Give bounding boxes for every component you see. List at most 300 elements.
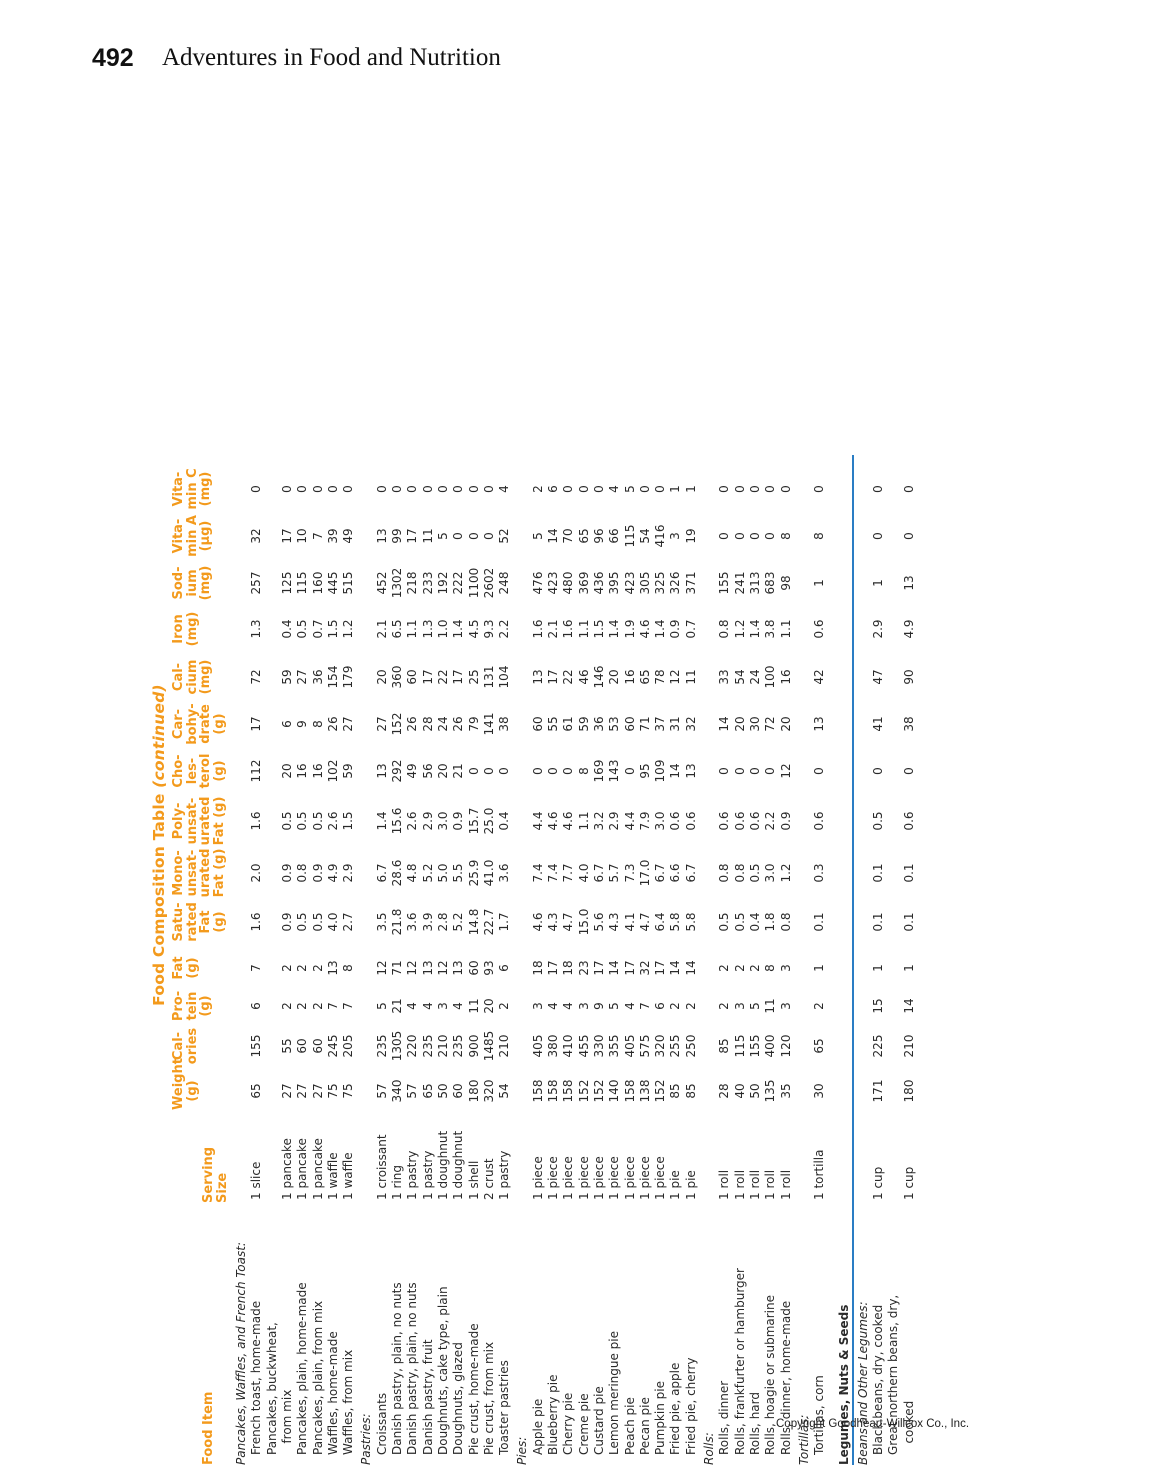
nutrient-value: 423 <box>622 571 637 595</box>
nutrient-value: 4 <box>420 1002 435 1010</box>
nutrient-value: 0 <box>390 485 404 493</box>
column-header: Food Item <box>201 1391 216 1465</box>
nutrient-value: 21.8 <box>390 908 404 936</box>
nutrient-value: 1.8 <box>763 912 778 932</box>
nutrient-value: 1.5 <box>591 619 606 639</box>
nutrient-value: 96 <box>591 528 606 544</box>
nutrient-value: 16 <box>310 763 325 779</box>
nutrient-value: 171 <box>871 1079 885 1103</box>
nutrient-value: 22 <box>561 669 576 685</box>
nutrient-value: 248 <box>497 571 512 595</box>
nutrient-value: 146 <box>591 665 606 689</box>
column-header: Vita- min A (µg) <box>171 515 213 557</box>
serving-size: 1 piece <box>591 1156 606 1200</box>
table-row <box>733 225 747 1465</box>
nutrient-value: 158 <box>530 1079 545 1103</box>
food-item-name: Rolls, hoagie or submarine <box>763 1294 778 1455</box>
nutrient-value: 0.1 <box>901 863 916 883</box>
table-row <box>779 225 793 1465</box>
nutrient-value: 1.3 <box>420 619 435 639</box>
nutrient-value: 39 <box>325 528 340 544</box>
nutrient-value: 24 <box>747 669 762 685</box>
nutrient-value: 4 <box>622 1002 637 1010</box>
nutrient-value: 72 <box>249 669 264 685</box>
nutrient-value: 326 <box>668 571 683 595</box>
nutrient-value: 8 <box>576 767 591 775</box>
nutrient-value: 355 <box>607 1034 622 1058</box>
serving-size: 2 crust <box>481 1158 496 1200</box>
food-item-name: Apple pie <box>530 1398 545 1455</box>
nutrient-value: 21 <box>451 763 466 779</box>
nutrient-value: 65 <box>637 669 652 685</box>
nutrient-value: 66 <box>607 528 622 544</box>
nutrient-value: 8 <box>310 720 325 728</box>
nutrient-value: 292 <box>390 759 404 783</box>
nutrient-value: 220 <box>405 1034 420 1058</box>
nutrient-value: 4.6 <box>546 811 560 831</box>
nutrient-value: 1485 <box>481 1030 496 1062</box>
nutrient-value: 325 <box>653 571 668 595</box>
table-row <box>295 225 309 1465</box>
nutrient-value: 1.4 <box>374 811 389 831</box>
nutrient-value: 13 <box>374 528 389 544</box>
nutrient-value: 9 <box>295 720 310 728</box>
nutrient-value: 3.6 <box>497 863 512 883</box>
nutrient-value: 0.3 <box>812 863 827 883</box>
nutrient-value: 192 <box>435 571 450 595</box>
serving-size: 1 pie <box>668 1170 683 1200</box>
nutrient-value: 4.0 <box>325 912 340 932</box>
nutrient-value: 14 <box>683 960 698 976</box>
nutrient-value: 12 <box>405 960 420 976</box>
nutrient-value: 30 <box>812 1083 827 1099</box>
nutrient-value: 152 <box>591 1079 606 1103</box>
nutrient-value: 16 <box>778 669 793 685</box>
food-item-name: Creme pie <box>576 1393 591 1455</box>
nutrient-value: 13 <box>420 960 435 976</box>
column-header: Car- bohy- drate (g) <box>171 703 227 745</box>
nutrient-value: 0.5 <box>871 811 885 831</box>
serving-size: 1 piece <box>622 1156 637 1200</box>
column-header: Vita- min C (mg) <box>171 468 213 510</box>
nutrient-value: 4.0 <box>576 863 591 883</box>
nutrient-value: 4.3 <box>607 912 622 932</box>
column-header: Mono- unsat- urated Fat (g) <box>171 848 227 898</box>
nutrient-value: 59 <box>279 669 294 685</box>
nutrient-value: 13 <box>325 960 340 976</box>
nutrient-value: 6.5 <box>390 619 404 639</box>
nutrient-value: 0 <box>901 485 916 493</box>
nutrient-value: 0.6 <box>747 811 762 831</box>
nutrient-value: 1 <box>871 964 885 972</box>
food-item-name: Pies: <box>515 1436 530 1465</box>
nutrient-value: 1.4 <box>451 619 466 639</box>
nutrient-value: 1.7 <box>497 912 512 932</box>
book-title: Adventures in Food and Nutrition <box>162 44 501 71</box>
nutrient-value: 2.9 <box>607 811 622 831</box>
nutrient-value: 27 <box>341 716 356 732</box>
nutrient-value: 225 <box>871 1034 885 1058</box>
nutrient-value: 233 <box>420 571 435 595</box>
nutrient-value: 2.6 <box>325 811 340 831</box>
nutrient-value: 14 <box>546 528 560 544</box>
nutrient-value: 0.5 <box>295 811 310 831</box>
nutrient-value: 0 <box>871 767 885 775</box>
category-row <box>515 225 529 1465</box>
nutrient-value: 17 <box>622 960 637 976</box>
nutrient-value: 1.6 <box>249 912 264 932</box>
nutrient-value: 405 <box>622 1034 637 1058</box>
nutrient-value: 4.6 <box>530 912 545 932</box>
nutrient-value: 2602 <box>481 567 496 599</box>
food-item-name: Custard pie <box>591 1386 606 1455</box>
nutrient-value: 5.7 <box>607 863 622 883</box>
column-header: Sod- ium (mg) <box>171 565 213 601</box>
table-row <box>265 225 279 1465</box>
nutrient-value: 5 <box>747 1002 762 1010</box>
nutrient-value: 135 <box>763 1079 778 1103</box>
nutrient-value: 410 <box>561 1034 576 1058</box>
nutrient-value: 60 <box>622 716 637 732</box>
nutrient-value: 2.9 <box>341 863 356 883</box>
nutrient-value: 0 <box>481 485 496 493</box>
food-item-name: cooked <box>901 1400 916 1455</box>
nutrient-value: 158 <box>561 1079 576 1103</box>
nutrient-value: 3.0 <box>763 863 778 883</box>
nutrient-value: 102 <box>325 759 340 783</box>
nutrient-value: 11 <box>683 669 698 685</box>
food-item-name: Pancakes, buckwheat, <box>264 1322 279 1455</box>
table-row <box>311 225 325 1465</box>
nutrient-value: 0.5 <box>279 811 294 831</box>
nutrient-value: 0 <box>717 767 732 775</box>
nutrient-value: 7 <box>325 1002 340 1010</box>
table-row <box>390 225 404 1465</box>
nutrient-value: 0 <box>279 485 294 493</box>
nutrient-value: 5.6 <box>591 912 606 932</box>
nutrient-value: 9 <box>591 1002 606 1010</box>
food-item-name: Rolls: <box>702 1432 716 1465</box>
serving-size: 1 croissant <box>374 1134 389 1200</box>
nutrient-value: 4 <box>405 1002 420 1010</box>
nutrient-value: 22.7 <box>481 908 496 936</box>
nutrient-value: 15 <box>871 998 885 1014</box>
nutrient-value: 0 <box>591 485 606 493</box>
food-item-name: Danish pastry, plain, no nuts <box>405 1282 420 1455</box>
nutrient-value: 60 <box>310 1038 325 1054</box>
nutrient-value: 52 <box>497 528 512 544</box>
table-row <box>375 225 389 1465</box>
nutrient-value: 41 <box>871 716 885 732</box>
nutrient-value: 0.4 <box>747 912 762 932</box>
nutrient-value: 13 <box>530 669 545 685</box>
table-row <box>653 225 667 1465</box>
nutrient-value: 320 <box>481 1079 496 1103</box>
serving-size: 1 pie <box>683 1170 698 1200</box>
nutrient-value: 100 <box>763 665 778 689</box>
nutrient-value: 6 <box>653 1002 668 1010</box>
nutrient-value: 120 <box>778 1034 793 1058</box>
nutrient-value: 32 <box>637 960 652 976</box>
nutrient-value: 4.9 <box>901 619 916 639</box>
nutrient-value: 5.5 <box>451 863 466 883</box>
nutrient-value: 112 <box>249 759 264 783</box>
nutrient-value: 19 <box>683 528 698 544</box>
nutrient-value: 7.4 <box>530 863 545 883</box>
table-row <box>748 225 762 1465</box>
nutrient-value: 65 <box>576 528 591 544</box>
nutrient-value: 4.5 <box>466 619 481 639</box>
food-item-name: Pie crust, from mix <box>481 1341 496 1455</box>
nutrient-value: 0.5 <box>295 912 310 932</box>
nutrient-value: 7 <box>310 532 325 540</box>
nutrient-value: 169 <box>591 759 606 783</box>
nutrient-value: 15.0 <box>576 908 591 936</box>
nutrient-value: 0.6 <box>732 811 747 831</box>
nutrient-value: 17 <box>591 960 606 976</box>
nutrient-value: 3 <box>732 1002 747 1010</box>
table-row <box>249 225 263 1465</box>
nutrient-value: 0.9 <box>778 811 793 831</box>
nutrient-value: 1 <box>668 485 683 493</box>
nutrient-value: 2.8 <box>435 912 450 932</box>
nutrient-value: 4 <box>607 485 622 493</box>
nutrient-value: 28.6 <box>390 859 404 887</box>
nutrient-value: 0 <box>466 767 481 775</box>
nutrient-value: 18 <box>561 960 576 976</box>
table-row <box>497 225 511 1465</box>
food-item-name: Pecan pie <box>637 1397 652 1455</box>
nutrient-value: 4.3 <box>546 912 560 932</box>
category-row <box>702 225 716 1465</box>
nutrient-value: 24 <box>435 716 450 732</box>
nutrient-value: 3.0 <box>653 811 668 831</box>
table-row <box>451 225 465 1465</box>
nutrient-value: 41.0 <box>481 859 496 887</box>
nutrient-value: 0 <box>451 532 466 540</box>
nutrient-value: 7.7 <box>561 863 576 883</box>
nutrient-value: 115 <box>622 524 637 548</box>
column-header: Iron (mg) <box>171 611 200 647</box>
nutrient-value: 1.2 <box>341 619 356 639</box>
nutrient-value: 14 <box>901 998 916 1014</box>
nutrient-value: 5 <box>435 532 450 540</box>
nutrient-value: 2 <box>668 1002 683 1010</box>
food-composition-table <box>150 225 916 1465</box>
section-row <box>837 225 851 1465</box>
nutrient-value: 13 <box>901 575 916 591</box>
column-header: Pro- tein (g) <box>171 990 213 1022</box>
nutrient-value: 0 <box>901 532 916 540</box>
nutrient-value: 0 <box>497 767 512 775</box>
nutrient-value: 575 <box>637 1034 652 1058</box>
nutrient-value: 3.8 <box>763 619 778 639</box>
table-row <box>684 225 698 1465</box>
nutrient-value: 65 <box>812 1038 827 1054</box>
nutrient-value: 3.2 <box>591 811 606 831</box>
nutrient-value: 0.6 <box>668 811 683 831</box>
nutrient-value: 0.9 <box>279 912 294 932</box>
nutrient-value: 61 <box>561 716 576 732</box>
food-item-name: Pancakes, plain, home-made <box>295 1282 310 1455</box>
nutrient-value: 235 <box>420 1034 435 1058</box>
column-header: Weight (g) <box>171 1058 200 1110</box>
nutrient-value: 60 <box>451 1083 466 1099</box>
serving-size: 1 piece <box>653 1156 668 1200</box>
nutrient-value: 152 <box>390 712 404 736</box>
nutrient-value: 8 <box>341 964 356 972</box>
nutrient-value: 20 <box>732 716 747 732</box>
nutrient-value: 27 <box>374 716 389 732</box>
nutrient-value: 0 <box>310 485 325 493</box>
nutrient-value: 17 <box>420 669 435 685</box>
nutrient-value: 32 <box>249 528 264 544</box>
nutrient-value: 360 <box>390 665 404 689</box>
nutrient-value: 28 <box>420 716 435 732</box>
category-row <box>797 225 811 1465</box>
nutrient-value: 0 <box>622 767 637 775</box>
nutrient-value: 4.7 <box>561 912 576 932</box>
nutrient-value: 60 <box>295 1038 310 1054</box>
nutrient-value: 210 <box>901 1034 916 1058</box>
table-row <box>886 225 900 1465</box>
nutrient-value: 380 <box>546 1034 560 1058</box>
serving-size: 1 pastry <box>420 1150 435 1200</box>
nutrient-value: 2 <box>530 485 545 493</box>
nutrient-value: 1 <box>812 964 827 972</box>
nutrient-value: 0 <box>747 485 762 493</box>
nutrient-value: 6 <box>497 964 512 972</box>
nutrient-value: 20 <box>481 998 496 1014</box>
nutrient-value: 0 <box>295 485 310 493</box>
nutrient-value: 27 <box>310 1083 325 1099</box>
nutrient-value: 2 <box>310 964 325 972</box>
table-row <box>638 225 652 1465</box>
serving-size: 1 piece <box>546 1156 560 1200</box>
nutrient-value: 0.4 <box>279 619 294 639</box>
table-row <box>341 225 355 1465</box>
nutrient-value: 36 <box>591 716 606 732</box>
nutrient-value: 1.2 <box>778 863 793 883</box>
nutrient-value: 13 <box>374 763 389 779</box>
nutrient-value: 4 <box>497 485 512 493</box>
table-title <box>150 225 168 1465</box>
nutrient-value: 59 <box>341 763 356 779</box>
nutrient-value: 17 <box>405 528 420 544</box>
nutrient-value: 340 <box>390 1079 404 1103</box>
nutrient-value: 7 <box>341 1002 356 1010</box>
nutrient-value: 2 <box>812 1002 827 1010</box>
nutrient-value: 20 <box>607 669 622 685</box>
nutrient-value: 49 <box>341 528 356 544</box>
nutrient-value: 38 <box>497 716 512 732</box>
nutrient-value: 20 <box>435 763 450 779</box>
nutrient-value: 3 <box>778 964 793 972</box>
serving-size: 1 ring <box>390 1165 404 1200</box>
nutrient-value: 3 <box>576 1002 591 1010</box>
nutrient-value: 2.1 <box>374 619 389 639</box>
nutrient-value: 70 <box>561 528 576 544</box>
nutrient-value: 0 <box>561 485 576 493</box>
nutrient-value: 4.8 <box>405 863 420 883</box>
nutrient-value: 6.4 <box>653 912 668 932</box>
food-item-name: Black beans, dry, cooked <box>871 1304 885 1455</box>
food-item-name: Pumpkin pie <box>653 1381 668 1455</box>
nutrient-value: 158 <box>622 1079 637 1103</box>
nutrient-value: 445 <box>325 571 340 595</box>
nutrient-value: 4.4 <box>530 811 545 831</box>
column-header: Poly- unsat- urated Fat (g) <box>171 796 227 846</box>
nutrient-value: 2.2 <box>497 619 512 639</box>
nutrient-value: 2.7 <box>341 912 356 932</box>
nutrient-value: 99 <box>390 528 404 544</box>
nutrient-value: 56 <box>420 763 435 779</box>
nutrient-value: 143 <box>607 759 622 783</box>
nutrient-value: 17 <box>546 960 560 976</box>
nutrient-value: 152 <box>576 1079 591 1103</box>
nutrient-value: 2.1 <box>546 619 560 639</box>
nutrient-value: 12 <box>374 960 389 976</box>
serving-size: 1 piece <box>530 1156 545 1200</box>
nutrient-value: 85 <box>668 1083 683 1099</box>
nutrient-value: 2 <box>497 1002 512 1010</box>
category-row <box>234 225 248 1465</box>
serving-size: 1 pancake <box>295 1138 310 1200</box>
nutrient-value: 0 <box>732 485 747 493</box>
nutrient-value: 8 <box>778 532 793 540</box>
nutrient-value: 5.2 <box>420 863 435 883</box>
table-row <box>561 225 575 1465</box>
nutrient-value: 0 <box>717 485 732 493</box>
nutrient-value: 131 <box>481 665 496 689</box>
nutrient-value: 3 <box>668 532 683 540</box>
nutrient-value: 11 <box>420 528 435 544</box>
nutrient-value: 20 <box>279 763 294 779</box>
nutrient-value: 6.6 <box>668 863 683 883</box>
nutrient-value: 255 <box>668 1034 683 1058</box>
nutrient-value: 5 <box>530 532 545 540</box>
nutrient-value: 395 <box>607 571 622 595</box>
nutrient-value: 1.5 <box>325 619 340 639</box>
food-item-name: Pastries: <box>359 1413 374 1465</box>
nutrient-value: 50 <box>747 1083 762 1099</box>
nutrient-value: 60 <box>530 716 545 732</box>
nutrient-value: 0.8 <box>717 619 732 639</box>
serving-size: 1 pastry <box>497 1150 512 1200</box>
nutrient-value: 371 <box>683 571 698 595</box>
nutrient-value: 320 <box>653 1034 668 1058</box>
nutrient-value: 11 <box>763 998 778 1014</box>
nutrient-value: 47 <box>871 669 885 685</box>
nutrient-value: 5 <box>607 1002 622 1010</box>
nutrient-value: 9.3 <box>481 619 496 639</box>
nutrient-value: 0.9 <box>668 619 683 639</box>
nutrient-value: 2 <box>295 1002 310 1010</box>
nutrient-value: 93 <box>481 960 496 976</box>
nutrient-value: 98 <box>778 575 793 591</box>
food-item-name: Rolls, dinner, home-made <box>778 1300 793 1455</box>
section-divider <box>852 455 854 1465</box>
nutrient-value: 152 <box>653 1079 668 1103</box>
serving-size: 1 waffle <box>325 1152 340 1200</box>
nutrient-value: 2 <box>279 964 294 972</box>
nutrient-value: 1.6 <box>249 811 264 831</box>
nutrient-value: 369 <box>576 571 591 595</box>
nutrient-value: 0 <box>901 767 916 775</box>
food-item-name: Rolls, dinner <box>717 1380 732 1455</box>
serving-size: 1 piece <box>637 1156 652 1200</box>
nutrient-value: 0.4 <box>497 811 512 831</box>
